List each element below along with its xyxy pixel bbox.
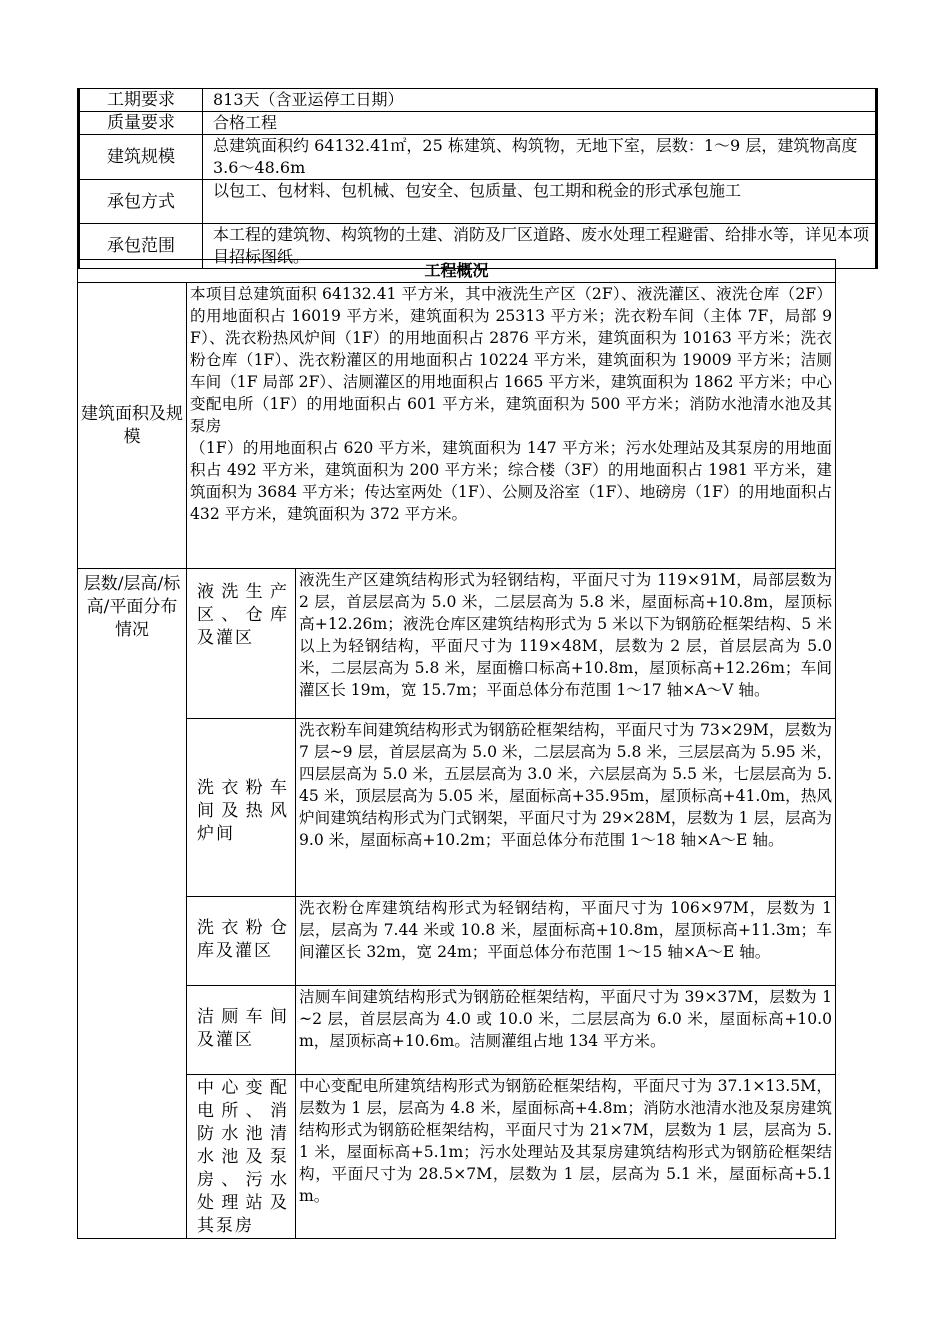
row-label: 工期要求 bbox=[79, 89, 203, 112]
table-row bbox=[79, 112, 877, 135]
row-label: 承包范围 bbox=[79, 224, 203, 269]
table-row bbox=[78, 1075, 836, 1239]
section-label: 洗衣粉车间及热风炉间 bbox=[187, 719, 296, 897]
table-row bbox=[79, 180, 877, 224]
area-description bbox=[187, 283, 836, 569]
floors-label: 层数/层高/标高/平面分布情况 bbox=[78, 569, 187, 1239]
table-row bbox=[78, 897, 836, 986]
section-text: 洗衣粉仓库建筑结构形式为轻钢结构，平面尺寸为 106×97M，层数为 1 层，层高为 7.44 米或 10.8 米，屋面标高+10.8m，屋顶标高+11.3m；车间灌区长 32m，宽 24m；平面总体分布范围 1～15 轴×A～E 轴。 bbox=[296, 897, 836, 986]
section-text: 液洗生产区建筑结构形式为轻钢结构，平面尺寸为 119×91M，局部层数为 2 层，首层层高为 5.0 米，二层层高为 5.8 米，屋面标高+10.8m，屋顶标高+12.26m；液洗仓库区建筑结构形式为 5 米以下为钢筋砼框架结构、5 米以上为轻钢结构，平面尺寸为 119×48M，层数为 2 层，首层层高为 5.0 米，二层层高为 5.8 米，屋面檐口标高+10.8m，屋顶标高+12.26m；车间灌区长 19m，宽 15.7m；平面总体分布范围 1～17 轴×A～V 轴。 bbox=[296, 569, 836, 719]
table-row bbox=[79, 135, 877, 180]
row-value: 合格工程 bbox=[203, 112, 877, 135]
section-text: 洁厕车间建筑结构形式为钢筋砼框架结构，平面尺寸为 39×37M，层数为 1~2 层，首层层高为 4.0 或 10.0 米，二层层高为 6.0 米，屋面标高+10.0m，屋顶标高+10.6m。洁厕灌组占地 134 平方米。 bbox=[296, 986, 836, 1075]
row-label: 质量要求 bbox=[79, 112, 203, 135]
table-row bbox=[79, 89, 877, 112]
table-row bbox=[78, 283, 836, 569]
area-label: 建筑面积及规模 bbox=[78, 283, 187, 569]
table-row bbox=[78, 986, 836, 1075]
section-heading: 工程概况 bbox=[78, 260, 836, 283]
section-text: 中心变配电所建筑结构形式为钢筋砼框架结构，平面尺寸为 37.1×13.5M，层数为 1 层，层高为 4.8 米，屋面标高+4.8m；消防水池清水池及泵房建筑结构形式为钢筋砼框架结构，平面尺寸为 21×7M，层数为 1 层，层高为 5.1 米，屋面标高+5.1m；污水处理站及其泵房建筑结构形式为钢筋砼框架结构，平面尺寸为 28.5×7M，层数为 1 层，层高为 5.1 米，屋面标高+5.1m。 bbox=[296, 1075, 836, 1239]
project-overview-table bbox=[77, 259, 836, 1239]
row-value: 以包工、包材料、包机械、包安全、包质量、包工期和税金的形式承包施工 bbox=[203, 180, 877, 224]
area-text-part-1: 本项目总建筑面积 64132.41 平方米，其中液洗生产区（2F）、液洗灌区、液洗仓库（2F）的用地面积占 16019 平方米，建筑面积为 25313 平方米；洗衣粉车间（主体 7F，局部 9F）、洗衣粉热风炉间（1F）的用地面积占 2876 平方米，建筑面积为 10163 平方米；洗衣粉仓库（1F）、洗衣粉灌区的用地面积占 10224 平方米，建筑面积为 19009 平方米；洁厕车间（1F 局部 2F）、洁厕灌区的用地面积占 1665 平方米，建筑面积为 1862 平方米；中心变配电所（1F）的用地面积占 601 平方米，建筑面积为 500 平方米；消防水池清水池及其泵房 bbox=[190, 285, 832, 435]
row-label: 建筑规模 bbox=[79, 135, 203, 180]
section-label: 中心变配电所、消防水池清水池及泵房、污水处理站及其泵房 bbox=[187, 1075, 296, 1239]
row-value: 813天（含亚运停工日期） bbox=[203, 89, 877, 112]
section-label: 洁厕车间及灌区 bbox=[187, 986, 296, 1075]
row-value: 本工程的建筑物、构筑物的土建、消防及厂区道路、废水处理工程避雷、给排水等，详见本项目招标图纸。 bbox=[203, 224, 877, 269]
section-label: 液洗生产区、仓库及灌区 bbox=[187, 569, 296, 719]
section-text: 洗衣粉车间建筑结构形式为钢筋砼框架结构，平面尺寸为 73×29M，层数为 7 层~9 层，首层层高为 5.0 米，二层层高为 5.8 米，三层层高为 5.95 米，四层层高为 5.0 米，五层层高为 3.0 米，六层层高为 5.5 米，七层层高为 5.45 米，顶层层高为 5.05 米，屋面标高+35.95m，屋顶标高+41.0m，热风炉间建筑结构形式为门式钢架，平面尺寸为 29×28M，层数为 1 层，层高为 9.0 米，屋面标高+10.2m；平面总体分布范围 1～18 轴×A～E 轴。 bbox=[296, 719, 836, 897]
contract-terms-table bbox=[77, 88, 878, 269]
table-row bbox=[78, 719, 836, 897]
row-value: 总建筑面积约 64132.41㎡，25 栋建筑、构筑物，无地下室，层数：1～9 层，建筑物高度 3.6～48.6m bbox=[203, 135, 877, 180]
section-label: 洗衣粉仓库及灌区 bbox=[187, 897, 296, 986]
row-label: 承包方式 bbox=[79, 180, 203, 224]
table-row bbox=[78, 569, 836, 719]
area-text-part-2: （1F）的用地面积占 620 平方米，建筑面积为 147 平方米；污水处理站及其泵房的用地面积占 492 平方米，建筑面积为 200 平方米；综合楼（3F）的用地面积占 1981 平方米，建筑面积为 3684 平方米；传达室两处（1F）、公厕及浴室（1F）、地磅房（1F）的用地面积占 432 平方米，建筑面积为 372 平方米。 bbox=[190, 439, 833, 523]
table-row bbox=[78, 260, 836, 283]
